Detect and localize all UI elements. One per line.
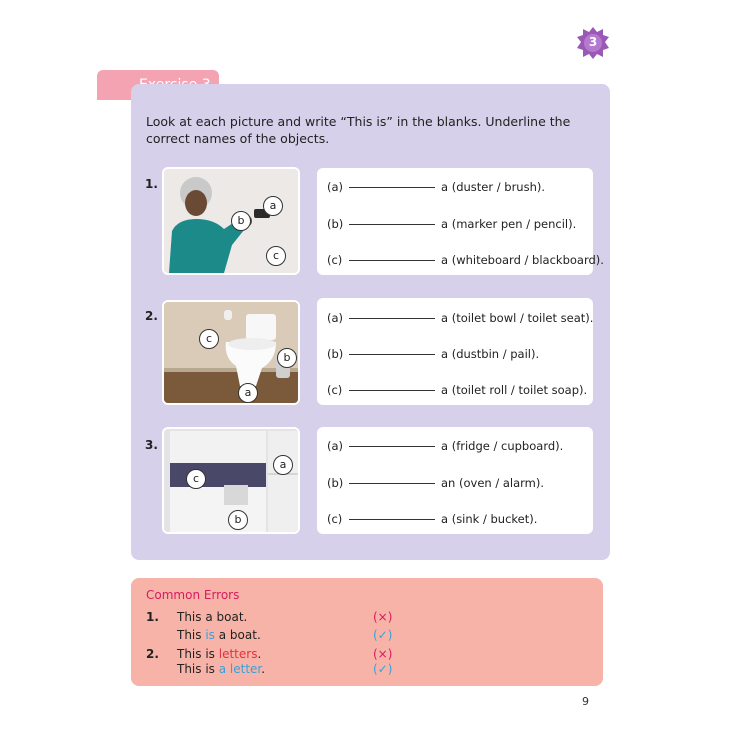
error-row: 2. This is letters. xyxy=(146,647,262,661)
unit-number: 3 xyxy=(588,35,598,49)
marker-c: c xyxy=(266,246,286,266)
answer-line: (a) a (duster / brush). xyxy=(327,180,546,194)
marker-b: b xyxy=(277,348,297,368)
question-1-box xyxy=(317,168,604,275)
cross-mark: (×) xyxy=(373,647,393,661)
answer-blank[interactable] xyxy=(349,446,435,447)
error-row: 1. This a boat. xyxy=(146,610,248,624)
answer-blank[interactable] xyxy=(349,483,435,484)
question-3-box xyxy=(317,427,593,534)
common-errors-title: Common Errors xyxy=(146,588,240,602)
check-mark: (✓) xyxy=(373,662,393,676)
answer-line: (b) a (dustbin / pail). xyxy=(327,347,540,361)
check-mark: (✓) xyxy=(373,628,393,642)
answer-blank[interactable] xyxy=(349,187,435,188)
answer-line: (c) a (whiteboard / blackboard). xyxy=(327,253,604,267)
answer-blank[interactable] xyxy=(349,354,435,355)
question-2-box xyxy=(317,298,593,405)
answer-line: (b) a (marker pen / pencil). xyxy=(327,217,577,231)
cross-mark: (×) xyxy=(373,610,393,624)
question-number: 2. xyxy=(145,309,158,323)
answer-blank[interactable] xyxy=(349,318,435,319)
answer-blank[interactable] xyxy=(349,390,435,391)
instructions: Look at each picture and write “This is” in the blanks. Underline the correct names of the objects. xyxy=(146,114,571,146)
question-number: 1. xyxy=(145,177,158,191)
answer-blank[interactable] xyxy=(349,260,435,261)
answer-blank[interactable] xyxy=(349,224,435,225)
unit-badge xyxy=(576,26,610,60)
correct-row: This is a letter. xyxy=(177,662,266,676)
correct-row: This is a boat. xyxy=(177,628,261,642)
marker-c: c xyxy=(199,329,219,349)
marker-a: a xyxy=(263,196,283,216)
marker-b: b xyxy=(228,510,248,530)
answer-line: (c) a (sink / bucket). xyxy=(327,512,538,526)
marker-a: a xyxy=(273,455,293,475)
marker-b: b xyxy=(231,211,251,231)
answer-line: (a) a (fridge / cupboard). xyxy=(327,439,564,453)
question-number: 3. xyxy=(145,438,158,452)
answer-line: (b) an (oven / alarm). xyxy=(327,476,545,490)
marker-a: a xyxy=(238,383,258,403)
answer-line: (c) a (toilet roll / toilet soap). xyxy=(327,383,588,397)
answer-line: (a) a (toilet bowl / toilet seat). xyxy=(327,311,594,325)
page-number: 9 xyxy=(582,695,589,708)
marker-c: c xyxy=(186,469,206,489)
answer-blank[interactable] xyxy=(349,519,435,520)
